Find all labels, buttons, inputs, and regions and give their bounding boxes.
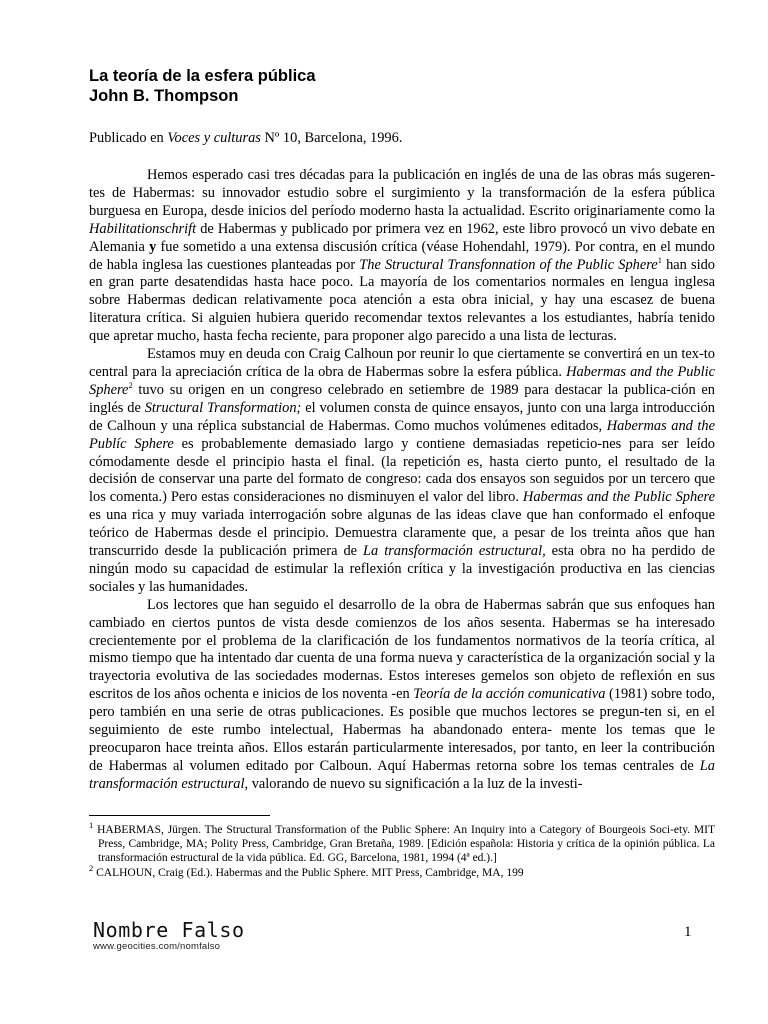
italic-span: La transformación estructural,: [89, 757, 715, 792]
paper-title: [89, 66, 715, 106]
page-content: [89, 66, 715, 880]
footnote-reference: 2: [128, 380, 133, 391]
italic-span: Habermas and the Publíc Sphere: [89, 417, 715, 452]
publication-prefix: Publicado en: [89, 130, 168, 146]
italic-span: Habermas and the Public Sphere: [522, 489, 715, 506]
footnote-number: 2: [89, 862, 94, 873]
bold-span: y: [149, 238, 157, 255]
italic-span: Habermas and the Public Sphere: [89, 363, 716, 398]
text-span: han sido en gran parte desatendidas hasta hace poco. La mayoría de los comentarios normales en lengua inglesa sobre Habermas dedican relativamente poca atención a esta obra inicial, y hay una escasez de buena literatura crítica. Si alguien hubiera querido recomendar textos relevantes a los estudiantes, habría tenido que apretar mucho, hasta fecha reciente, para proponer algo parecido a una lista de lecturas.: [89, 256, 715, 345]
footnote: [89, 862, 715, 880]
logo-name: Nombre Falso: [93, 918, 245, 942]
italic-span: Teoría de la acción comunicativa: [413, 686, 606, 703]
site-logo: [93, 919, 245, 952]
text-span: valorando de nuevo su significación a la luz de la investi-: [248, 775, 583, 792]
paragraph: [89, 346, 715, 597]
text-span: fue sometido a una extensa discusión crítica (véase Hohendahl, 1979). Por contra, en el mundo de habla inglesa las cuestiones planteadas por: [89, 238, 715, 273]
italic-span: Structural Transformation;: [144, 399, 302, 416]
text-span: Estamos muy en deuda con Craig Calhoun por reunir lo que ciertamente se convertirá en un tex-to central para la apreciación crítica de la obra de Habermas sobre la esfera pública.: [89, 346, 715, 380]
italic-span: La transformación estructural,: [363, 543, 546, 560]
text-span: es probablemente demasiado largo y contiene demasiadas repeticio-nes para ser leído cómodamente desde el principio hasta el final. (la repetición es, hasta cierto punto, el resultado de la decisión de conservar una parte del formato de congreso: cada dos ensayos son seguidos por un tercero que los comenta.) Pero estas consideraciones no disminuyen el valor del libro.: [89, 435, 715, 506]
title-text: La teoría de la esfera pública: [89, 67, 316, 85]
text-span: esta obra no ha perdido de ningún modo su capacidad de estimular la reflexión crítica y la investigación productiva en las ciencias sociales y las humanidades.: [89, 543, 715, 595]
footnote-divider: [89, 815, 270, 816]
footnote-number: 1: [89, 819, 94, 830]
footnote-text: HABERMAS, Jürgen. The Structural Transformation of the Public Sphere: An Inquiry into a Category of Bourgeois Soci-ety. MIT Press, Cambridge, MA; Polity Press, Cambridge, Gran Bretaña, 1989. [Edición española: Historia y crítica de la opinión pública. La transformación estructural de la vida pública. Ed. GG, Barcelona, 1981, 1994 (4ª ed.).]: [93, 823, 715, 864]
text-span: el volumen consta de quince ensayos, junto con una larga introducción de Calhoun y una réplica substancial de Habermas. Como muchos volúmenes editados,: [89, 399, 715, 434]
publication-line: [89, 129, 715, 148]
text-span: (1981) sobre todo, pero también en una serie de otras publicaciones. Es posible que muchos lectores se pregun-ten si, en el seguimiento de este rumbo intelectual, Habermas ha abandonado entera- mente los temas que le preocuparon hace treinta años. Ellos estarán particularmente interesados, por tanto, en leer la contribución de Habermas al volumen editado por Calboun. Aquí Habermas retorna sobre los temas centrales de: [89, 686, 715, 774]
logo-url: www.geocities.com/nomfalso: [93, 941, 221, 952]
italic-span: The Structural Transfonnation of the Public Sphere: [359, 256, 658, 273]
text-span: es una rica y muy variada interrogación sobre algunas de las ideas clave que han conformado el enfoque teórico de Habermas desde el principio. Demuestra claramente que, a pesar de los treinta años que han transcurrido desde la publicación primera de: [89, 507, 715, 560]
paragraph: [89, 167, 715, 346]
text-span: tuvo su origen en un congreso celebrado en setiembre de 1989 para destacar la publica-ción en inglés de: [89, 381, 715, 416]
text-span: Hemos esperado casi tres décadas para la publicación en inglés de una de las obras más sugeren-tes de Habermas: su innovador estudio sobre el surgimiento y la transformación de la esfera pública burguesa en Europa, desde inicios del período moderno hasta la actualidad. Escrito originariamente como la: [89, 167, 715, 219]
italic-span: Habilitationschrift: [89, 220, 197, 237]
footnotes: [89, 819, 715, 880]
paragraph: [89, 597, 715, 794]
journal-name: Voces y culturas: [167, 130, 261, 146]
footnote-text: CALHOUN, Craig (Ed.). Habermas and the Public Sphere. MIT Press, Cambridge, MA, 199: [93, 866, 524, 879]
footnote-reference: 1: [657, 254, 662, 265]
page-number: 1: [684, 924, 692, 940]
publication-suffix: Nº 10, Barcelona, 1996.: [260, 130, 403, 146]
body-text: [89, 167, 715, 794]
author-name: John B. Thompson: [89, 87, 239, 105]
text-span: de Habermas y publicado por primera vez en 1962, este libro provocó un vivo debate en Alemania: [89, 220, 715, 255]
footnote: [89, 819, 715, 865]
text-span: Los lectores que han seguido el desarrollo de la obra de Habermas sabrán que sus enfoques han cambiado en ciertos puntos de vista desde comienzos de los años sesenta. Habermas se ha interesado crecientemente por el problema de la clarificación de los fundamentos normativos de la teoría crítica, al mismo tiempo que ha intentado dar cuenta de una forma nueva y característica de la organización social y la trayectoria evolutiva de las sociedades modernas. Estos intereses gemelos son objeto de reflexión en sus escritos de los años ochenta e inicios de los noventa -en: [89, 596, 715, 703]
